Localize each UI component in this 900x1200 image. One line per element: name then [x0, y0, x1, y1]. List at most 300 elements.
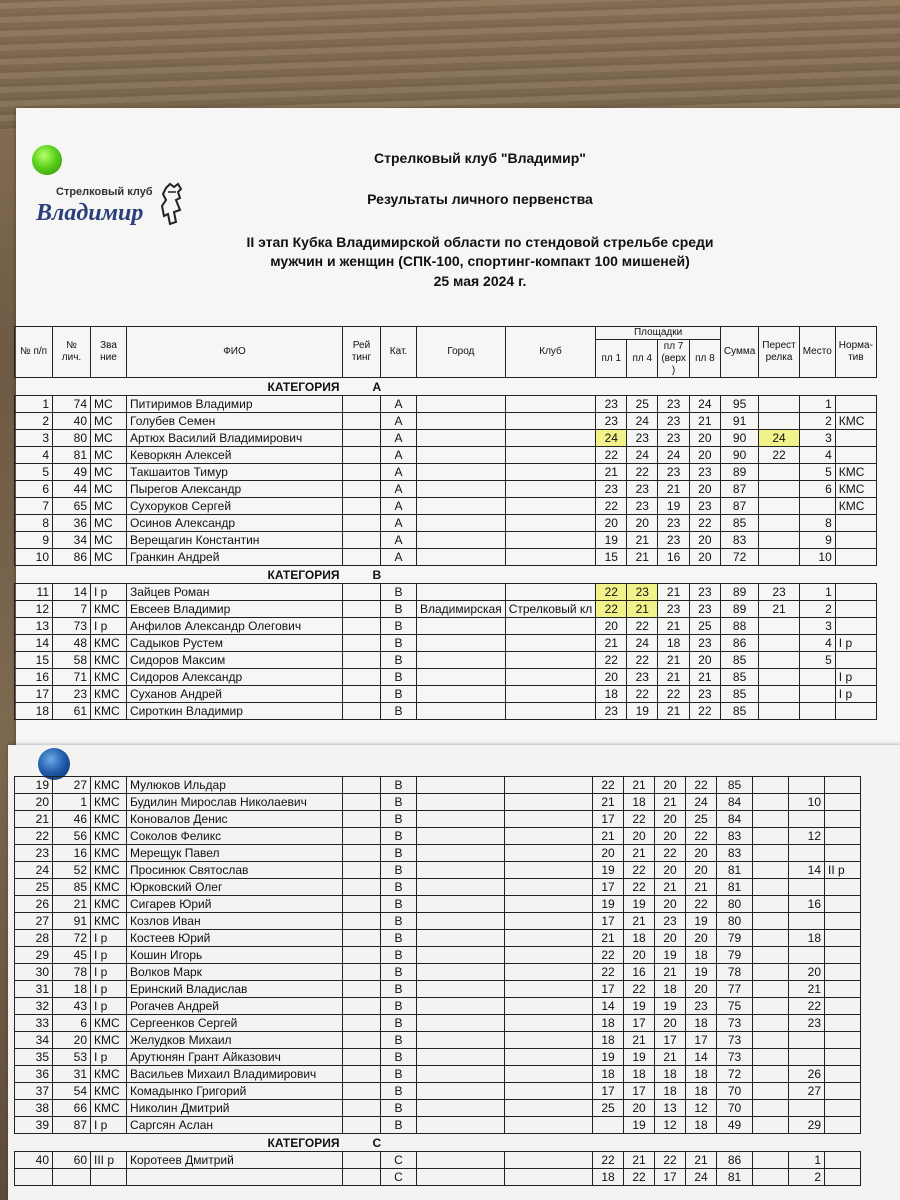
cell-rating: [343, 1152, 381, 1169]
cell-p7: 21: [658, 669, 690, 686]
cell-p4: 21: [627, 532, 658, 549]
table-row: [15, 703, 877, 720]
cell-rank: КМС: [91, 1100, 127, 1117]
cell-p8: 18: [686, 1015, 717, 1032]
cell-p1: 17: [593, 811, 624, 828]
cell-norm: [825, 811, 861, 828]
cell-sum: 90: [720, 447, 758, 464]
cell-p1: 22: [596, 601, 627, 618]
cell-rank: МС: [91, 430, 127, 447]
cell-num: 19: [15, 777, 53, 794]
cell-p4: 18: [624, 1066, 655, 1083]
cell-p4: 20: [624, 947, 655, 964]
cell-club: [505, 686, 596, 703]
cell-shootoff: [759, 703, 799, 720]
cell-name: Сидоров Александр: [127, 669, 343, 686]
cell-club: [505, 481, 596, 498]
cell-p7: 22: [658, 686, 690, 703]
cell-norm: [825, 1169, 861, 1186]
cell-norm: [825, 1117, 861, 1134]
cell-shootoff: [759, 515, 799, 532]
cell-num: 30: [15, 964, 53, 981]
cell-city: [417, 1152, 505, 1169]
cell-norm: [825, 1152, 861, 1169]
cell-club: [505, 1049, 593, 1066]
cell-shootoff: [753, 811, 789, 828]
cell-rank: МС: [91, 413, 127, 430]
cell-num: 7: [15, 498, 53, 515]
cell-rank: КМС: [91, 669, 127, 686]
cell-rank: КМС: [91, 652, 127, 669]
cell-sum: 86: [717, 1152, 753, 1169]
cell-p7: 21: [655, 1049, 686, 1066]
category-spacer: [505, 1134, 861, 1152]
cell-p4: 19: [624, 1049, 655, 1066]
cell-p8: 22: [689, 515, 720, 532]
cell-p8: 25: [686, 811, 717, 828]
cell-rank: I р: [91, 1117, 127, 1134]
cell-p4: 17: [624, 1015, 655, 1032]
cell-place: 29: [789, 1117, 825, 1134]
cell-p8: 21: [689, 669, 720, 686]
cell-p1: 21: [593, 828, 624, 845]
cell-city: [417, 618, 506, 635]
cell-p8: 20: [686, 845, 717, 862]
table-header-row: [15, 327, 877, 340]
cell-p4: 21: [624, 845, 655, 862]
cell-rating: [343, 584, 381, 601]
cell-p1: 22: [593, 1152, 624, 1169]
cell-category: В: [381, 1049, 417, 1066]
cell-shootoff: [753, 896, 789, 913]
cell-license: 14: [53, 584, 91, 601]
cell-category: В: [381, 794, 417, 811]
cell-num: 12: [15, 601, 53, 618]
cell-rank: КМС: [91, 1066, 127, 1083]
cell-sum: 81: [717, 1169, 753, 1186]
cell-sum: 87: [720, 498, 758, 515]
cell-club: [505, 703, 596, 720]
cell-p4: 19: [624, 896, 655, 913]
cell-rank: I р: [91, 998, 127, 1015]
col-place: Место: [799, 327, 835, 378]
col-p8: пл 8: [689, 340, 720, 378]
cell-rating: [343, 828, 381, 845]
cell-club: [505, 1083, 593, 1100]
cell-norm: [825, 828, 861, 845]
cell-shootoff: [753, 1066, 789, 1083]
cell-p8: 23: [689, 584, 720, 601]
cell-p7: 23: [658, 396, 690, 413]
cell-shootoff: [759, 635, 799, 652]
cell-rating: [343, 1015, 381, 1032]
table-row: [15, 584, 877, 601]
cell-p7: 21: [655, 879, 686, 896]
results-table-bottom: [14, 776, 861, 1186]
cell-place: 18: [789, 930, 825, 947]
cell-club: [505, 1066, 593, 1083]
cell-license: 21: [53, 896, 91, 913]
table-row: [15, 1015, 861, 1032]
cell-club: [505, 913, 593, 930]
cell-sum: 79: [717, 947, 753, 964]
cell-p4: 19: [627, 703, 658, 720]
cell-norm: [825, 964, 861, 981]
cell-p8: 19: [686, 913, 717, 930]
cell-license: 54: [53, 1083, 91, 1100]
table-row: [15, 930, 861, 947]
cell-p7: 21: [655, 794, 686, 811]
cell-rating: [343, 601, 381, 618]
table-row: [15, 913, 861, 930]
cell-city: [417, 811, 505, 828]
cell-shootoff: [753, 1032, 789, 1049]
cell-shootoff: [759, 669, 799, 686]
cell-name: Гранкин Андрей: [127, 549, 343, 566]
cell-p1: 17: [593, 879, 624, 896]
cell-city: [417, 413, 506, 430]
table-row: [15, 635, 877, 652]
cell-place: 4: [799, 635, 835, 652]
cell-sum: 89: [720, 601, 758, 618]
cell-num: 39: [15, 1117, 53, 1134]
table-row: [15, 777, 861, 794]
col-rank: Зва ние: [91, 327, 127, 378]
cell-shootoff: [759, 549, 799, 566]
table-row: [15, 794, 861, 811]
cell-license: 1: [53, 794, 91, 811]
cell-rank: КМС: [91, 896, 127, 913]
cell-rank: КМС: [91, 635, 127, 652]
cell-club: [505, 947, 593, 964]
table-row: [15, 862, 861, 879]
cell-sum: 85: [717, 777, 753, 794]
cell-license: 56: [53, 828, 91, 845]
cell-city: [417, 964, 505, 981]
cell-category: С: [381, 1152, 417, 1169]
cell-shootoff: [753, 794, 789, 811]
cell-sum: 84: [717, 794, 753, 811]
cell-name: Артюх Василий Владимирович: [127, 430, 343, 447]
cell-name: Анфилов Александр Олегович: [127, 618, 343, 635]
cell-p4: 22: [624, 879, 655, 896]
table-row: [15, 896, 861, 913]
cell-rating: [343, 998, 381, 1015]
table-row: [15, 447, 877, 464]
cell-p4: 22: [627, 686, 658, 703]
table-row: [15, 947, 861, 964]
cell-shootoff: 21: [759, 601, 799, 618]
col-rating: Рей тинг: [343, 327, 381, 378]
cell-norm: [825, 879, 861, 896]
cell-shootoff: [753, 879, 789, 896]
cell-license: 6: [53, 1015, 91, 1032]
cell-name: Комадынко Григорий: [127, 1083, 343, 1100]
cell-category: А: [381, 413, 417, 430]
cell-place: [789, 1049, 825, 1066]
cell-shootoff: [753, 1117, 789, 1134]
cell-rank: КМС: [91, 777, 127, 794]
cell-norm: [825, 1066, 861, 1083]
cell-p4: 18: [624, 794, 655, 811]
cell-license: 81: [53, 447, 91, 464]
cell-sum: 73: [717, 1049, 753, 1066]
cell-p7: 23: [655, 913, 686, 930]
cell-p1: 21: [596, 464, 627, 481]
cell-name: Зайцев Роман: [127, 584, 343, 601]
cell-p8: 22: [686, 828, 717, 845]
cell-shootoff: [759, 618, 799, 635]
logo-small-text: Стрелковый клуб: [56, 186, 153, 198]
cell-license: 74: [53, 396, 91, 413]
cell-p1: [593, 1117, 624, 1134]
cell-name: Сироткин Владимир: [127, 703, 343, 720]
cell-p7: 20: [655, 896, 686, 913]
col-license: № лич.: [53, 327, 91, 378]
cell-p1: 21: [596, 635, 627, 652]
cell-p7: 18: [658, 635, 690, 652]
cell-city: [417, 686, 506, 703]
cell-category: В: [381, 1083, 417, 1100]
cell-rating: [343, 413, 381, 430]
cell-city: [417, 1032, 505, 1049]
cell-p7: 23: [658, 430, 690, 447]
cell-shootoff: [753, 1152, 789, 1169]
cell-sum: 87: [720, 481, 758, 498]
cell-shootoff: [753, 777, 789, 794]
cell-category: А: [381, 532, 417, 549]
table-row: [15, 1032, 861, 1049]
cell-rating: [343, 811, 381, 828]
col-shootoff: Перест релка: [759, 327, 799, 378]
cell-sum: 85: [720, 686, 758, 703]
cell-p7: 16: [658, 549, 690, 566]
cell-p7: 21: [658, 703, 690, 720]
cell-place: [789, 811, 825, 828]
table-row: [15, 1169, 861, 1186]
cell-sum: 89: [720, 464, 758, 481]
cell-sum: 72: [717, 1066, 753, 1083]
cell-sum: 84: [717, 811, 753, 828]
cell-city: [417, 481, 506, 498]
cell-num: 21: [15, 811, 53, 828]
cell-city: [417, 430, 506, 447]
cell-rating: [343, 1066, 381, 1083]
cell-p4: 23: [627, 584, 658, 601]
cell-name: [127, 1169, 343, 1186]
cell-p7: 20: [655, 862, 686, 879]
cell-p7: 13: [655, 1100, 686, 1117]
col-sum: Сумма: [720, 327, 758, 378]
cell-sum: 83: [717, 828, 753, 845]
cell-city: [417, 930, 505, 947]
cell-rating: [343, 1169, 381, 1186]
cell-city: [417, 794, 505, 811]
cell-name: Садыков Рустем: [127, 635, 343, 652]
table-row: [15, 618, 877, 635]
cell-category: А: [381, 498, 417, 515]
cell-rating: [343, 618, 381, 635]
cell-license: 43: [53, 998, 91, 1015]
cell-category: А: [381, 430, 417, 447]
cell-norm: II р: [825, 862, 861, 879]
cell-category: А: [381, 549, 417, 566]
cell-p7: 22: [655, 845, 686, 862]
cell-rank: КМС: [91, 828, 127, 845]
cell-city: [417, 584, 506, 601]
cell-name: Коротеев Дмитрий: [127, 1152, 343, 1169]
cell-license: 31: [53, 1066, 91, 1083]
cell-shootoff: 23: [759, 584, 799, 601]
cell-norm: [825, 947, 861, 964]
cell-license: 48: [53, 635, 91, 652]
cell-shootoff: [759, 532, 799, 549]
cell-city: [417, 1066, 505, 1083]
cell-num: 29: [15, 947, 53, 964]
cell-num: 1: [15, 396, 53, 413]
cell-num: 13: [15, 618, 53, 635]
cell-rating: [343, 862, 381, 879]
cell-license: 34: [53, 532, 91, 549]
cell-place: 1: [789, 1152, 825, 1169]
cell-rank: МС: [91, 464, 127, 481]
category-letter: В: [372, 567, 382, 582]
cell-shootoff: [759, 413, 799, 430]
cell-p4: 22: [627, 618, 658, 635]
cell-rating: [343, 947, 381, 964]
cell-rating: [343, 777, 381, 794]
cell-rating: [343, 930, 381, 947]
cell-license: 71: [53, 669, 91, 686]
cell-rank: МС: [91, 447, 127, 464]
cell-shootoff: 24: [759, 430, 799, 447]
cell-p4: 19: [624, 1117, 655, 1134]
cell-place: [789, 1100, 825, 1117]
cell-license: 73: [53, 618, 91, 635]
cell-p1: 22: [593, 964, 624, 981]
cell-license: 46: [53, 811, 91, 828]
cell-name: Суханов Андрей: [127, 686, 343, 703]
cell-category: В: [381, 913, 417, 930]
cell-category: В: [381, 896, 417, 913]
cell-license: 80: [53, 430, 91, 447]
cell-place: 5: [799, 652, 835, 669]
cell-sum: 85: [720, 703, 758, 720]
table-row: [15, 1083, 861, 1100]
cell-city: [417, 464, 506, 481]
cell-rank: I р: [91, 964, 127, 981]
cell-club: [505, 998, 593, 1015]
table-row: [15, 964, 861, 981]
cell-p1: 18: [593, 1015, 624, 1032]
cell-p7: 21: [658, 618, 690, 635]
cell-sum: 75: [717, 998, 753, 1015]
cell-p7: 18: [655, 1066, 686, 1083]
cell-city: [417, 498, 506, 515]
event-date: 25 мая 2024 г.: [433, 273, 527, 289]
cell-p8: 18: [686, 1083, 717, 1100]
cell-p8: 23: [689, 601, 720, 618]
cell-p8: 12: [686, 1100, 717, 1117]
cell-p4: 21: [624, 1152, 655, 1169]
cell-p7: 17: [655, 1169, 686, 1186]
cell-name: Кеворкян Алексей: [127, 447, 343, 464]
cell-p4: 16: [624, 964, 655, 981]
cell-club: [505, 794, 593, 811]
cell-norm: [825, 1049, 861, 1066]
cell-rank: КМС: [91, 862, 127, 879]
col-city: Город: [417, 327, 506, 378]
cell-p4: 18: [624, 930, 655, 947]
cell-license: [53, 1169, 91, 1186]
cell-club: [505, 515, 596, 532]
table-row: [15, 669, 877, 686]
cell-p1: 19: [593, 1049, 624, 1066]
cell-license: 72: [53, 930, 91, 947]
cell-shootoff: [753, 913, 789, 930]
cell-place: [789, 947, 825, 964]
cell-city: [417, 1049, 505, 1066]
event-title-line1: II этап Кубка Владимирской области по стендовой стрельбе среди: [246, 234, 714, 250]
cell-place: 16: [789, 896, 825, 913]
logo-big-text: Владимир: [36, 200, 144, 226]
cell-p7: 20: [655, 1015, 686, 1032]
table-row: [15, 396, 877, 413]
table-row: [15, 998, 861, 1015]
cell-rank: КМС: [91, 601, 127, 618]
cell-rank: КМС: [91, 913, 127, 930]
col-club: Клуб: [505, 327, 596, 378]
cell-sum: 91: [720, 413, 758, 430]
cell-name: Сергеенков Сергей: [127, 1015, 343, 1032]
cell-place: 5: [799, 464, 835, 481]
cell-city: [417, 913, 505, 930]
table-row: [15, 981, 861, 998]
cell-p1: 17: [593, 913, 624, 930]
cell-city: [417, 549, 506, 566]
cell-city: [417, 515, 506, 532]
cell-name: Юрковский Олег: [127, 879, 343, 896]
cell-p8: 23: [689, 686, 720, 703]
cell-category: В: [381, 618, 417, 635]
cell-shootoff: [759, 481, 799, 498]
cell-rating: [343, 686, 381, 703]
cell-rating: [343, 515, 381, 532]
cell-rank: МС: [91, 532, 127, 549]
category-label: КАТЕГОРИЯ: [267, 567, 340, 582]
cell-license: 52: [53, 862, 91, 879]
cell-license: 60: [53, 1152, 91, 1169]
cell-p4: 23: [627, 498, 658, 515]
col-norm: Норма-тив: [835, 327, 876, 378]
cell-p8: 23: [689, 498, 720, 515]
cell-p7: 17: [655, 1032, 686, 1049]
cell-license: 16: [53, 845, 91, 862]
category-row: [15, 566, 877, 584]
cell-num: 16: [15, 669, 53, 686]
cell-category: В: [381, 777, 417, 794]
cell-name: Мулюков Ильдар: [127, 777, 343, 794]
cell-norm: [825, 1032, 861, 1049]
cell-p8: 20: [689, 549, 720, 566]
results-title: Результаты личного первенства: [367, 191, 593, 207]
cell-rank: КМС: [91, 1015, 127, 1032]
cell-sum: 95: [720, 396, 758, 413]
cell-license: 45: [53, 947, 91, 964]
cell-num: 31: [15, 981, 53, 998]
cell-sum: 80: [717, 913, 753, 930]
table-row: [15, 481, 877, 498]
